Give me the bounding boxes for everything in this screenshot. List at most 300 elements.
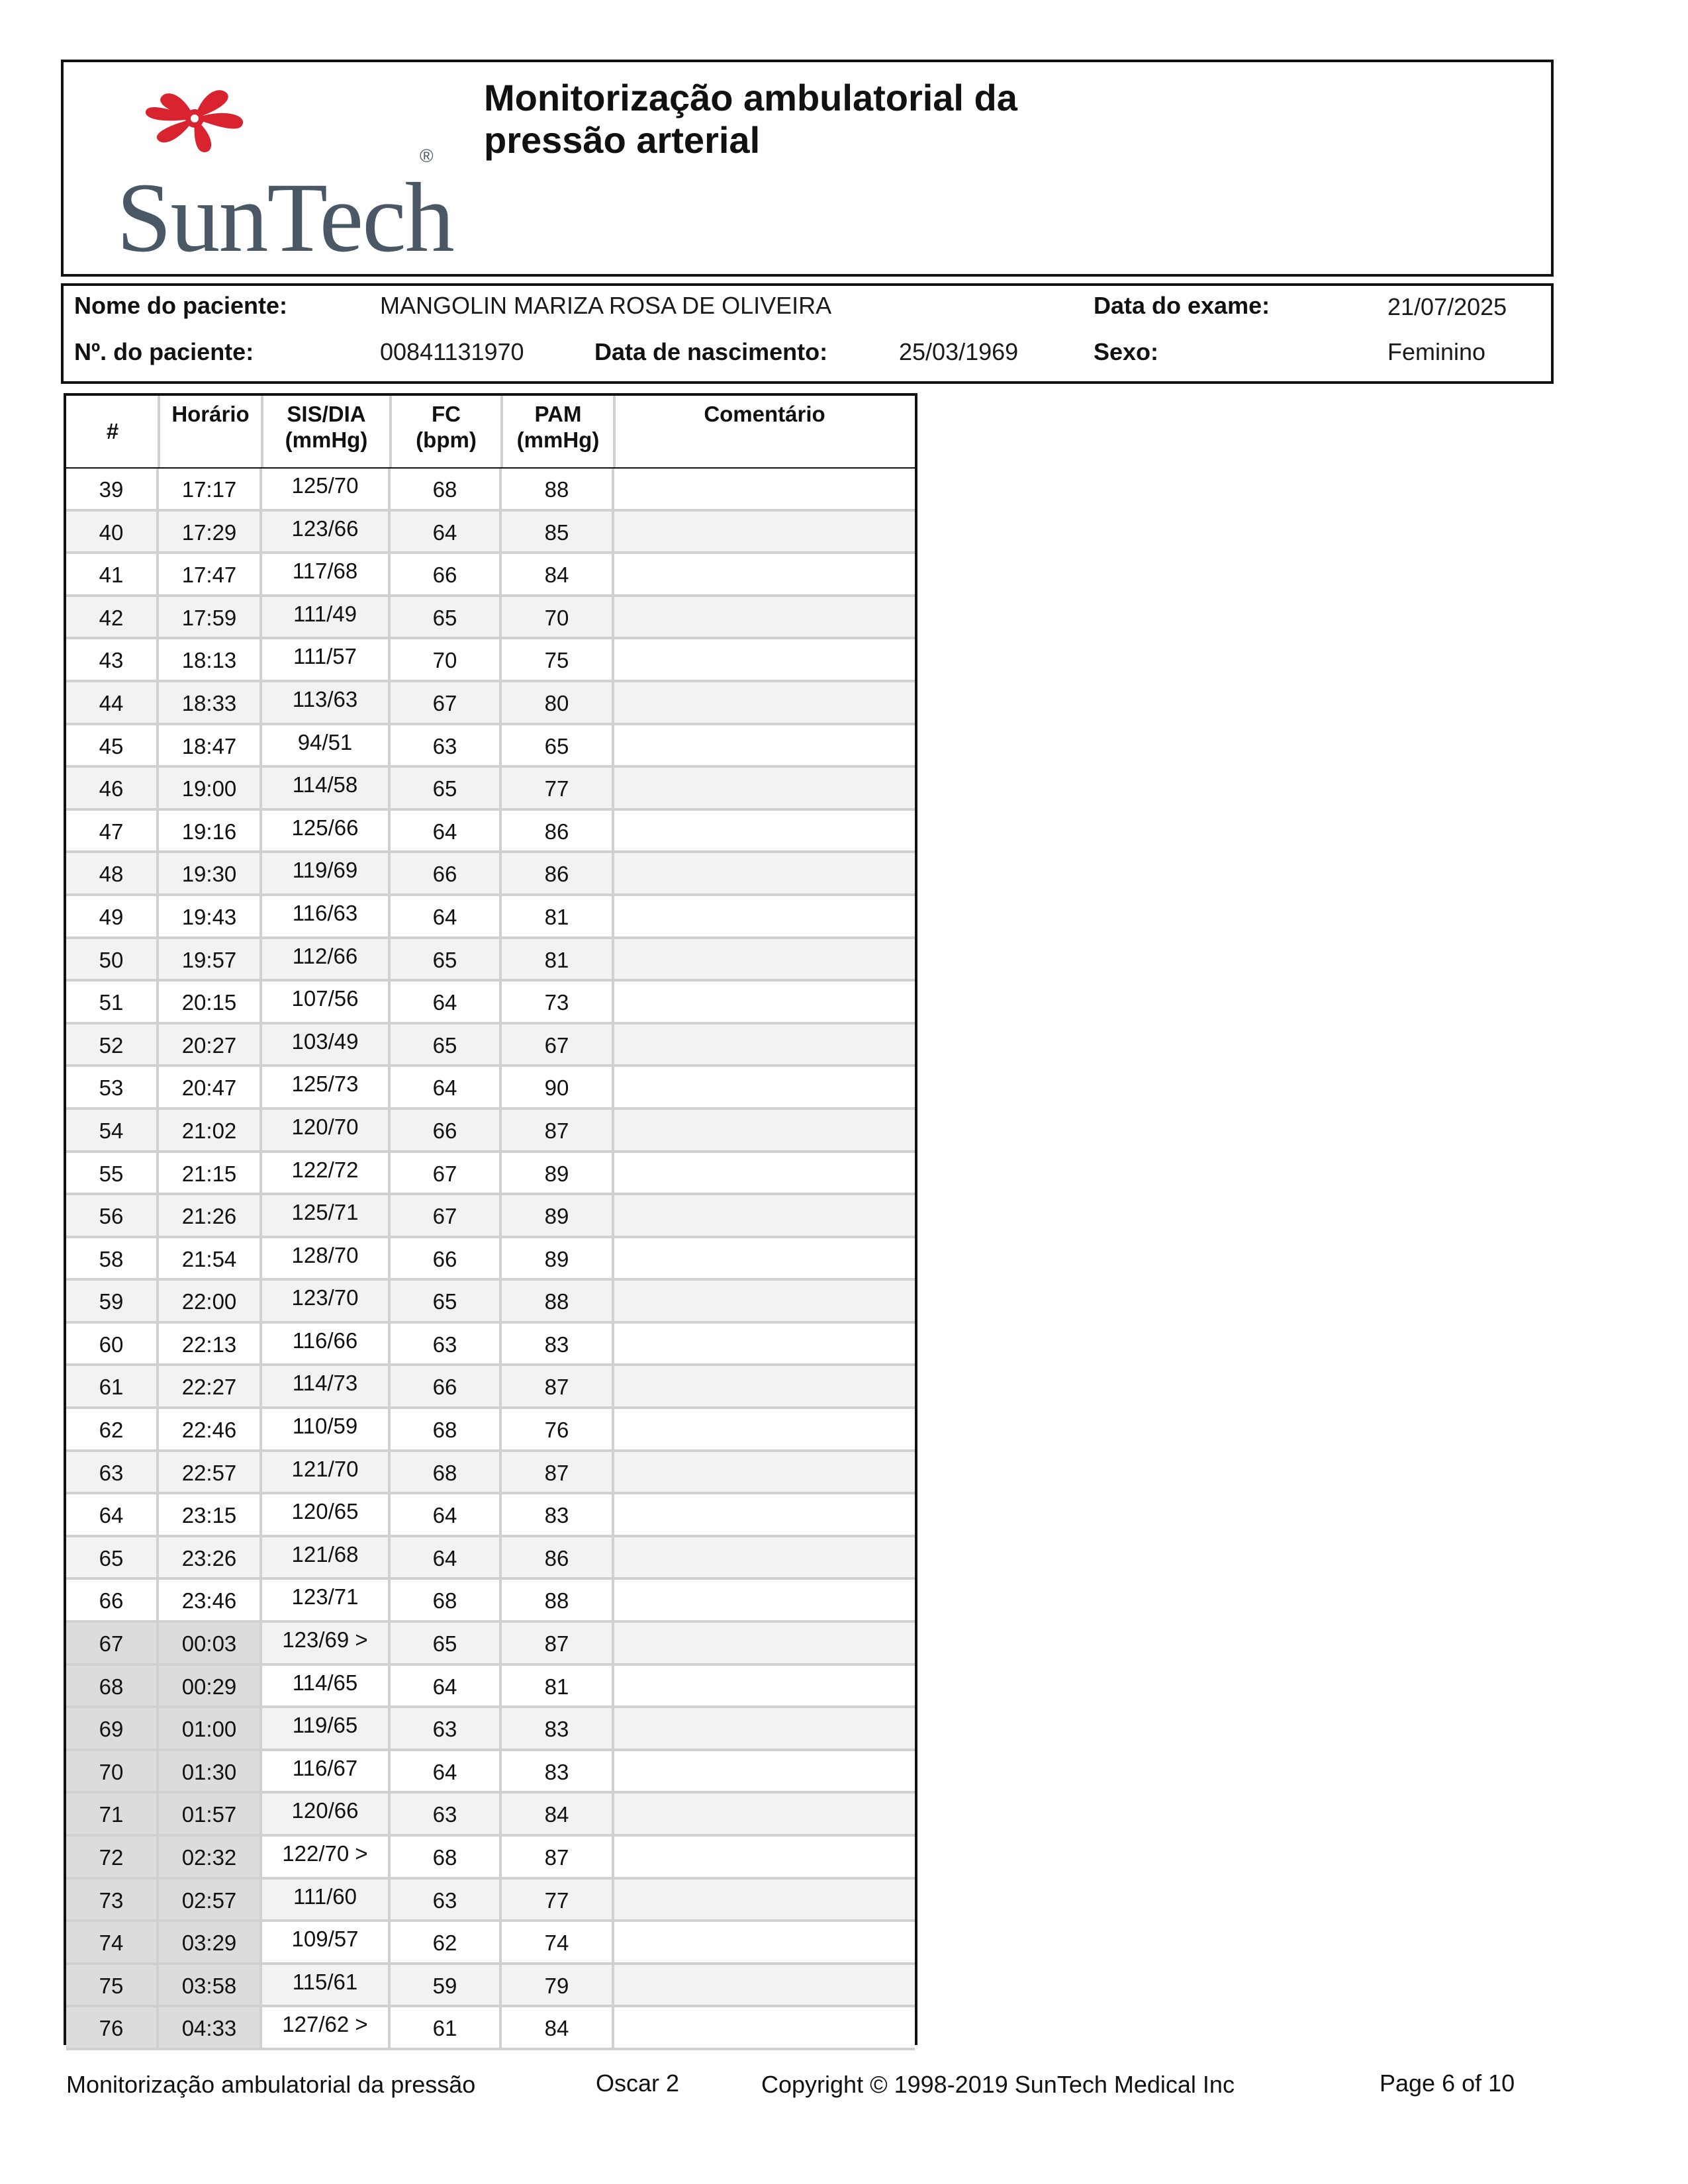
cell-comment <box>614 1195 915 1236</box>
cell-time: 21:26 <box>159 1195 262 1236</box>
cell-mean-pressure: 84 <box>502 554 614 594</box>
header-sis-dia-line-1: SIS/DIA <box>287 402 366 426</box>
cell-time: 17:47 <box>159 554 262 594</box>
cell-sis-dia: 123/70 <box>262 1281 391 1321</box>
cell-sis-dia: 107/56 <box>262 981 391 1022</box>
header-divider <box>158 396 160 467</box>
cell-sis-dia: 114/58 <box>262 768 391 808</box>
cell-sis-dia: 122/72 <box>262 1153 391 1193</box>
cell-comment <box>614 1281 915 1321</box>
cell-mean-pressure: 88 <box>502 1580 614 1620</box>
cell-number: 53 <box>66 1067 159 1107</box>
cell-heart-rate: 65 <box>391 597 502 637</box>
cell-time: 23:26 <box>159 1537 262 1578</box>
table-row <box>66 768 915 811</box>
table-row <box>66 1452 915 1495</box>
table-row <box>66 1494 915 1537</box>
cell-mean-pressure: 87 <box>502 1837 614 1877</box>
cell-sis-dia: 121/68 <box>262 1537 391 1578</box>
cell-sis-dia: 120/66 <box>262 1794 391 1834</box>
cell-comment <box>614 1452 915 1492</box>
cell-mean-pressure: 67 <box>502 1024 614 1065</box>
table-row <box>66 597 915 640</box>
cell-number: 63 <box>66 1452 159 1492</box>
cell-heart-rate: 62 <box>391 1922 502 1962</box>
cell-heart-rate: 63 <box>391 725 502 766</box>
cell-time: 02:57 <box>159 1880 262 1920</box>
cell-number: 54 <box>66 1110 159 1150</box>
cell-heart-rate: 64 <box>391 1537 502 1578</box>
cell-time: 17:17 <box>159 469 262 509</box>
cell-heart-rate: 65 <box>391 1024 502 1065</box>
cell-sis-dia: 125/73 <box>262 1067 391 1107</box>
cell-heart-rate: 67 <box>391 1195 502 1236</box>
header-pam-line-1: PAM <box>534 402 582 426</box>
cell-time: 20:27 <box>159 1024 262 1065</box>
table-row <box>66 682 915 725</box>
cell-mean-pressure: 87 <box>502 1623 614 1663</box>
registered-mark: ® <box>420 146 434 166</box>
cell-number: 73 <box>66 1880 159 1920</box>
cell-sis-dia: 115/61 <box>262 1965 391 2005</box>
cell-comment <box>614 1409 915 1449</box>
cell-number: 66 <box>66 1580 159 1620</box>
cell-heart-rate: 64 <box>391 981 502 1022</box>
cell-time: 22:13 <box>159 1324 262 1364</box>
table-row <box>66 2007 915 2050</box>
table-row <box>66 939 915 982</box>
cell-mean-pressure: 74 <box>502 1922 614 1962</box>
cell-heart-rate: 66 <box>391 853 502 893</box>
cell-comment <box>614 639 915 680</box>
cell-sis-dia: 116/63 <box>262 896 391 936</box>
cell-mean-pressure: 87 <box>502 1366 614 1406</box>
cell-number: 42 <box>66 597 159 637</box>
cell-heart-rate: 66 <box>391 1110 502 1150</box>
cell-number: 64 <box>66 1494 159 1535</box>
header-fc-line-1: FC <box>432 402 461 426</box>
birth-date-label: Data de nascimento: <box>594 338 828 365</box>
cell-sis-dia: 120/65 <box>262 1494 391 1535</box>
table-row <box>66 1024 915 1068</box>
cell-mean-pressure: 86 <box>502 811 614 851</box>
cell-comment <box>614 597 915 637</box>
header-pam-line-2: (mmHg) <box>516 428 600 452</box>
cell-mean-pressure: 84 <box>502 2007 614 2048</box>
table-row <box>66 1623 915 1666</box>
header-fc <box>391 401 502 453</box>
cell-mean-pressure: 75 <box>502 639 614 680</box>
cell-mean-pressure: 85 <box>502 512 614 552</box>
cell-comment <box>614 1537 915 1578</box>
sex-value: Feminino <box>1387 338 1486 365</box>
cell-number: 50 <box>66 939 159 979</box>
table-row <box>66 1837 915 1880</box>
cell-heart-rate: 66 <box>391 554 502 594</box>
cell-comment <box>614 1965 915 2005</box>
table-row <box>66 981 915 1024</box>
cell-time: 21:54 <box>159 1238 262 1279</box>
table-row <box>66 1067 915 1110</box>
table-row <box>66 1666 915 1709</box>
cell-heart-rate: 65 <box>391 1623 502 1663</box>
cell-time: 03:58 <box>159 1965 262 2005</box>
cell-time: 17:59 <box>159 597 262 637</box>
table-row <box>66 1195 915 1238</box>
cell-number: 44 <box>66 682 159 723</box>
header-sis-dia <box>262 401 391 453</box>
cell-mean-pressure: 77 <box>502 768 614 808</box>
cell-heart-rate: 61 <box>391 2007 502 2048</box>
cell-time: 18:13 <box>159 639 262 680</box>
cell-mean-pressure: 83 <box>502 1494 614 1535</box>
cell-mean-pressure: 89 <box>502 1153 614 1193</box>
cell-mean-pressure: 87 <box>502 1110 614 1150</box>
table-body <box>66 469 915 2050</box>
cell-time: 04:33 <box>159 2007 262 2048</box>
table-row <box>66 512 915 555</box>
cell-sis-dia: 111/49 <box>262 597 391 637</box>
cell-mean-pressure: 89 <box>502 1238 614 1279</box>
cell-time: 19:30 <box>159 853 262 893</box>
cell-time: 22:27 <box>159 1366 262 1406</box>
cell-comment <box>614 811 915 851</box>
cell-comment <box>614 1922 915 1962</box>
cell-sis-dia: 114/73 <box>262 1366 391 1406</box>
cell-sis-dia: 114/65 <box>262 1666 391 1706</box>
cell-time: 22:46 <box>159 1409 262 1449</box>
table-row <box>66 1751 915 1794</box>
cell-heart-rate: 65 <box>391 1281 502 1321</box>
cell-mean-pressure: 86 <box>502 853 614 893</box>
cell-time: 18:47 <box>159 725 262 766</box>
table-row <box>66 1238 915 1281</box>
cell-mean-pressure: 88 <box>502 1281 614 1321</box>
cell-sis-dia: 127/62 > <box>262 2007 391 2048</box>
cell-heart-rate: 68 <box>391 1580 502 1620</box>
cell-mean-pressure: 83 <box>502 1751 614 1792</box>
cell-mean-pressure: 65 <box>502 725 614 766</box>
cell-time: 22:00 <box>159 1281 262 1321</box>
cell-number: 67 <box>66 1623 159 1663</box>
cell-mean-pressure: 83 <box>502 1324 614 1364</box>
cell-number: 69 <box>66 1708 159 1749</box>
cell-number: 39 <box>66 469 159 509</box>
cell-heart-rate: 64 <box>391 1666 502 1706</box>
readings-table <box>64 393 917 2045</box>
cell-heart-rate: 67 <box>391 1153 502 1193</box>
cell-time: 18:33 <box>159 682 262 723</box>
cell-heart-rate: 65 <box>391 939 502 979</box>
cell-sis-dia: 110/59 <box>262 1409 391 1449</box>
cell-time: 03:29 <box>159 1922 262 1962</box>
header-pam <box>502 401 614 453</box>
cell-comment <box>614 768 915 808</box>
patient-id-label: Nº. do paciente: <box>74 338 254 365</box>
footer-copyright: Copyright © 1998-2019 SunTech Medical Inc <box>761 2071 1235 2098</box>
table-header <box>66 396 915 470</box>
cell-heart-rate: 68 <box>391 469 502 509</box>
cell-comment <box>614 1153 915 1193</box>
cell-heart-rate: 65 <box>391 768 502 808</box>
cell-sis-dia: 103/49 <box>262 1024 391 1065</box>
cell-mean-pressure: 86 <box>502 1537 614 1578</box>
cell-time: 17:29 <box>159 512 262 552</box>
cell-number: 61 <box>66 1366 159 1406</box>
cell-number: 60 <box>66 1324 159 1364</box>
footer-page-number: Page 6 of 10 <box>1380 2070 1515 2097</box>
header-comment: Comentário <box>704 402 825 426</box>
table-row <box>66 1708 915 1751</box>
sex-label: Sexo: <box>1094 338 1159 365</box>
cell-sis-dia: 117/68 <box>262 554 391 594</box>
cell-number: 65 <box>66 1537 159 1578</box>
table-row <box>66 1153 915 1196</box>
cell-time: 20:15 <box>159 981 262 1022</box>
cell-comment <box>614 1623 915 1663</box>
table-row <box>66 1880 915 1923</box>
cell-number: 41 <box>66 554 159 594</box>
cell-mean-pressure: 89 <box>502 1195 614 1236</box>
cell-number: 62 <box>66 1409 159 1449</box>
cell-number: 76 <box>66 2007 159 2048</box>
cell-mean-pressure: 84 <box>502 1794 614 1834</box>
footer-report-name: Monitorização ambulatorial da pressão <box>66 2071 476 2098</box>
cell-number: 75 <box>66 1965 159 2005</box>
cell-comment <box>614 853 915 893</box>
header-divider <box>389 396 392 467</box>
cell-comment <box>614 1324 915 1364</box>
cell-comment <box>614 896 915 936</box>
cell-sis-dia: 122/70 > <box>262 1837 391 1877</box>
cell-heart-rate: 66 <box>391 1366 502 1406</box>
cell-sis-dia: 125/66 <box>262 811 391 851</box>
exam-date-value: 21/07/2025 <box>1387 293 1507 320</box>
patient-id-value: 00841131970 <box>380 338 524 365</box>
cell-comment <box>614 2007 915 2048</box>
footer-device: Oscar 2 <box>596 2070 680 2097</box>
cell-number: 45 <box>66 725 159 766</box>
cell-time: 01:30 <box>159 1751 262 1792</box>
table-row <box>66 1965 915 2008</box>
cell-time: 21:02 <box>159 1110 262 1150</box>
cell-comment <box>614 1880 915 1920</box>
header-divider <box>613 396 616 467</box>
cell-comment <box>614 1837 915 1877</box>
cell-sis-dia: 125/70 <box>262 469 391 509</box>
header-number: # <box>106 419 119 443</box>
table-row <box>66 1794 915 1837</box>
birth-date-value: 25/03/1969 <box>899 338 1019 365</box>
cell-sis-dia: 125/71 <box>262 1195 391 1236</box>
cell-heart-rate: 64 <box>391 896 502 936</box>
cell-heart-rate: 68 <box>391 1837 502 1877</box>
cell-heart-rate: 64 <box>391 1751 502 1792</box>
cell-heart-rate: 67 <box>391 682 502 723</box>
cell-number: 70 <box>66 1751 159 1792</box>
cell-comment <box>614 1067 915 1107</box>
cell-time: 20:47 <box>159 1067 262 1107</box>
cell-heart-rate: 63 <box>391 1880 502 1920</box>
cell-heart-rate: 64 <box>391 1494 502 1535</box>
cell-heart-rate: 70 <box>391 639 502 680</box>
cell-mean-pressure: 81 <box>502 1666 614 1706</box>
cell-heart-rate: 68 <box>391 1452 502 1492</box>
table-row <box>66 1922 915 1965</box>
cell-sis-dia: 121/70 <box>262 1452 391 1492</box>
cell-mean-pressure: 81 <box>502 896 614 936</box>
table-row <box>66 811 915 854</box>
cell-sis-dia: 120/70 <box>262 1110 391 1150</box>
cell-mean-pressure: 88 <box>502 469 614 509</box>
cell-number: 55 <box>66 1153 159 1193</box>
exam-date-label: Data do exame: <box>1094 292 1270 319</box>
report-title-line-1: Monitorização ambulatorial da <box>484 77 1017 118</box>
cell-time: 00:03 <box>159 1623 262 1663</box>
cell-time: 23:46 <box>159 1580 262 1620</box>
cell-comment <box>614 1708 915 1749</box>
cell-comment <box>614 1366 915 1406</box>
suntech-flower-icon <box>122 82 267 155</box>
cell-sis-dia: 119/65 <box>262 1708 391 1749</box>
table-row <box>66 554 915 597</box>
cell-sis-dia: 116/67 <box>262 1751 391 1792</box>
suntech-logo <box>90 82 453 274</box>
cell-heart-rate: 59 <box>391 1965 502 2005</box>
cell-heart-rate: 68 <box>391 1409 502 1449</box>
table-row <box>66 853 915 896</box>
cell-comment <box>614 1238 915 1279</box>
cell-time: 19:00 <box>159 768 262 808</box>
cell-comment <box>614 469 915 509</box>
cell-time: 23:15 <box>159 1494 262 1535</box>
header-divider <box>500 396 503 467</box>
cell-number: 48 <box>66 853 159 893</box>
cell-heart-rate: 66 <box>391 1238 502 1279</box>
cell-mean-pressure: 81 <box>502 939 614 979</box>
cell-comment <box>614 1580 915 1620</box>
report-title <box>484 77 1212 161</box>
cell-time: 19:57 <box>159 939 262 979</box>
cell-mean-pressure: 90 <box>502 1067 614 1107</box>
cell-mean-pressure: 77 <box>502 1880 614 1920</box>
cell-number: 74 <box>66 1922 159 1962</box>
cell-sis-dia: 109/57 <box>262 1922 391 1962</box>
cell-mean-pressure: 83 <box>502 1708 614 1749</box>
cell-number: 68 <box>66 1666 159 1706</box>
cell-mean-pressure: 79 <box>502 1965 614 2005</box>
table-row <box>66 1324 915 1367</box>
cell-comment <box>614 1666 915 1706</box>
cell-number: 47 <box>66 811 159 851</box>
cell-sis-dia: 112/66 <box>262 939 391 979</box>
cell-comment <box>614 554 915 594</box>
cell-number: 59 <box>66 1281 159 1321</box>
table-row <box>66 725 915 768</box>
cell-number: 71 <box>66 1794 159 1834</box>
cell-heart-rate: 64 <box>391 512 502 552</box>
cell-mean-pressure: 80 <box>502 682 614 723</box>
patient-name-value: MANGOLIN MARIZA ROSA DE OLIVEIRA <box>380 292 832 319</box>
cell-number: 40 <box>66 512 159 552</box>
cell-sis-dia: 123/66 <box>262 512 391 552</box>
cell-sis-dia: 119/69 <box>262 853 391 893</box>
header-time: Horário <box>171 402 250 426</box>
cell-sis-dia: 113/63 <box>262 682 391 723</box>
logo-wordmark: SunTech <box>117 163 453 273</box>
cell-time: 02:32 <box>159 1837 262 1877</box>
table-row <box>66 1366 915 1409</box>
cell-comment <box>614 512 915 552</box>
cell-heart-rate: 63 <box>391 1324 502 1364</box>
cell-sis-dia: 111/60 <box>262 1880 391 1920</box>
cell-comment <box>614 682 915 723</box>
report-header <box>61 60 1554 277</box>
table-row <box>66 1537 915 1580</box>
cell-mean-pressure: 76 <box>502 1409 614 1449</box>
table-row <box>66 1110 915 1153</box>
patient-info <box>61 283 1554 384</box>
report-title-line-2: pressão arterial <box>484 119 761 161</box>
cell-sis-dia: 116/66 <box>262 1324 391 1364</box>
cell-time: 22:57 <box>159 1452 262 1492</box>
cell-mean-pressure: 70 <box>502 597 614 637</box>
cell-comment <box>614 1794 915 1834</box>
cell-heart-rate: 64 <box>391 1067 502 1107</box>
header-divider <box>261 396 263 467</box>
cell-comment <box>614 1751 915 1792</box>
cell-number: 72 <box>66 1837 159 1877</box>
cell-number: 46 <box>66 768 159 808</box>
cell-time: 21:15 <box>159 1153 262 1193</box>
header-sis-dia-line-2: (mmHg) <box>285 428 368 452</box>
cell-sis-dia: 111/57 <box>262 639 391 680</box>
cell-comment <box>614 1494 915 1535</box>
cell-heart-rate: 63 <box>391 1794 502 1834</box>
cell-time: 01:57 <box>159 1794 262 1834</box>
cell-sis-dia: 94/51 <box>262 725 391 766</box>
cell-heart-rate: 64 <box>391 811 502 851</box>
table-row <box>66 639 915 682</box>
cell-sis-dia: 123/71 <box>262 1580 391 1620</box>
table-row <box>66 469 915 512</box>
cell-comment <box>614 725 915 766</box>
cell-time: 00:29 <box>159 1666 262 1706</box>
cell-heart-rate: 63 <box>391 1708 502 1749</box>
cell-number: 49 <box>66 896 159 936</box>
table-row <box>66 1580 915 1623</box>
cell-time: 19:43 <box>159 896 262 936</box>
cell-comment <box>614 1110 915 1150</box>
cell-mean-pressure: 73 <box>502 981 614 1022</box>
cell-number: 51 <box>66 981 159 1022</box>
cell-number: 58 <box>66 1238 159 1279</box>
cell-time: 19:16 <box>159 811 262 851</box>
header-fc-line-2: (bpm) <box>416 428 477 452</box>
cell-number: 43 <box>66 639 159 680</box>
table-row <box>66 896 915 939</box>
table-row <box>66 1281 915 1324</box>
cell-comment <box>614 1024 915 1065</box>
table-row <box>66 1409 915 1452</box>
cell-comment <box>614 981 915 1022</box>
cell-sis-dia: 123/69 > <box>262 1623 391 1663</box>
patient-name-label: Nome do paciente: <box>74 292 288 319</box>
cell-mean-pressure: 87 <box>502 1452 614 1492</box>
cell-sis-dia: 128/70 <box>262 1238 391 1279</box>
cell-number: 56 <box>66 1195 159 1236</box>
cell-comment <box>614 939 915 979</box>
